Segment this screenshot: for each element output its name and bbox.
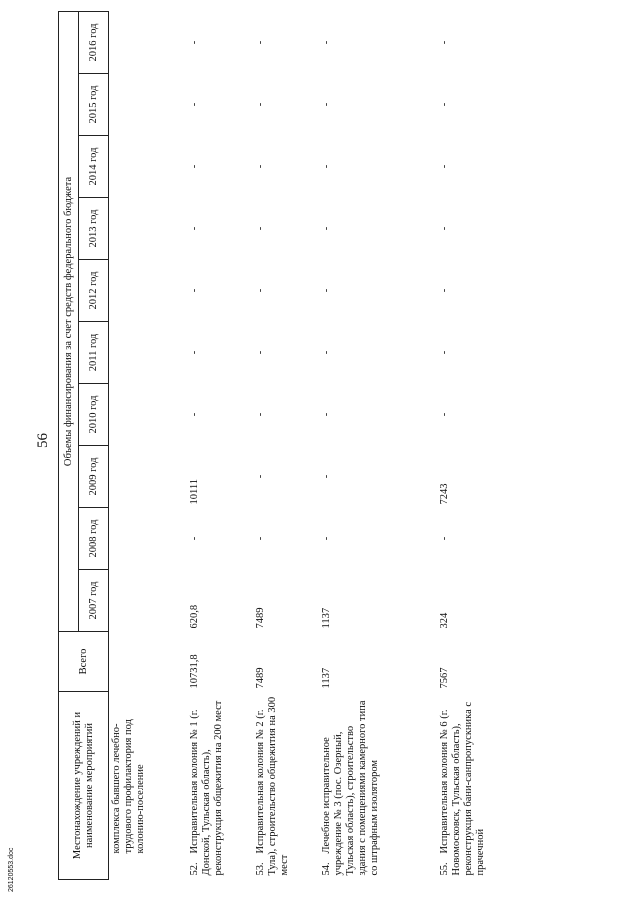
- year-value: -: [320, 536, 332, 541]
- row-total: 1137: [320, 667, 332, 689]
- header-year: 2009 год: [79, 446, 109, 508]
- table-row: [253, 11, 319, 879]
- year-value: -: [438, 350, 450, 355]
- row-title: Исправительная колония № 6 (г. Новомосковск, Тульская область), реконструкция бани-санпропускника с прачечной: [438, 701, 486, 876]
- year-value: -: [320, 102, 332, 107]
- table-row: [319, 11, 437, 879]
- header-year: 2008 год: [79, 508, 109, 570]
- header-year: 2010 год: [79, 384, 109, 446]
- year-value: -: [188, 226, 200, 231]
- year-value: -: [188, 350, 200, 355]
- year-value: -: [188, 102, 200, 107]
- year-value: -: [438, 226, 450, 231]
- year-value: 7489: [254, 607, 266, 629]
- row-name: [187, 692, 253, 880]
- table-row: [437, 11, 543, 879]
- year-value: -: [320, 474, 332, 479]
- header-year: 2013 год: [79, 198, 109, 260]
- year-value: -: [254, 164, 266, 169]
- year-value: 620,8: [188, 604, 200, 629]
- year-value: -: [188, 536, 200, 541]
- year-value: -: [254, 226, 266, 231]
- row-number: 54.: [320, 862, 332, 876]
- year-value: -: [254, 474, 266, 479]
- row-total: 7567: [438, 667, 450, 689]
- year-value: -: [254, 40, 266, 45]
- year-value: -: [438, 164, 450, 169]
- year-value: -: [254, 350, 266, 355]
- row-total: 10731,8: [188, 654, 200, 689]
- year-value: -: [254, 536, 266, 541]
- header-year: 2011 год: [79, 322, 109, 384]
- year-value: -: [320, 288, 332, 293]
- page-number: 56: [35, 433, 51, 448]
- header-year: 2014 год: [79, 136, 109, 198]
- year-value: -: [188, 288, 200, 293]
- year-value: -: [320, 412, 332, 417]
- year-value: -: [438, 102, 450, 107]
- year-value: -: [254, 102, 266, 107]
- year-value: -: [188, 412, 200, 417]
- year-value: -: [320, 350, 332, 355]
- year-value: 1137: [320, 607, 332, 629]
- header-year: 2015 год: [79, 74, 109, 136]
- year-value: -: [438, 412, 450, 417]
- row-name: [319, 692, 437, 880]
- row-number: 53.: [254, 862, 266, 876]
- year-value: -: [254, 412, 266, 417]
- year-value: -: [438, 40, 450, 45]
- financing-table-container: [58, 12, 598, 880]
- row-name: [253, 692, 319, 880]
- header-total: Всего: [59, 632, 109, 692]
- year-value: -: [320, 226, 332, 231]
- continuation-text: комплекса бывшего лечебно-трудового профилактория под колонию-поселение: [111, 719, 146, 854]
- header-year: 2012 год: [79, 260, 109, 322]
- year-value: 10111: [188, 479, 200, 505]
- header-location: Местонахождение учреждений и наименование мероприятий: [59, 692, 109, 880]
- header-year: 2016 год: [79, 11, 109, 73]
- row-total: 7489: [254, 667, 266, 689]
- year-value: 324: [438, 612, 450, 629]
- table-row-continuation: [109, 11, 187, 879]
- row-number: 52.: [188, 862, 200, 876]
- row-title: Исправительная колония № 1 (г. Донской, Тульская область), реконструкция общежития на 200 мест: [188, 700, 224, 876]
- year-value: -: [438, 536, 450, 541]
- row-number: 55.: [438, 862, 450, 876]
- financing-table: [58, 11, 543, 880]
- table-row: [187, 11, 253, 879]
- header-group-federal-budget: Объемы финансирования за счет средств федерального бюджета: [59, 11, 79, 631]
- year-value: -: [254, 288, 266, 293]
- year-value: -: [438, 288, 450, 293]
- year-value: -: [188, 164, 200, 169]
- year-value: -: [320, 40, 332, 45]
- row-title: Исправительная колония № 2 (г. Тула), строительство общежития на 300 мест: [254, 696, 290, 876]
- footer-document-code: 26120553.doc: [8, 847, 15, 892]
- year-value: -: [188, 40, 200, 45]
- row-title: Лечебное исправительное учреждение № 3 (пос. Озерный, Тульская область), строительство здания с помещениями камерного типа со штрафным изолятором: [320, 700, 380, 876]
- header-year: 2007 год: [79, 570, 109, 632]
- year-value: -: [320, 164, 332, 169]
- row-name: [437, 692, 543, 880]
- year-value: 7243: [438, 483, 450, 505]
